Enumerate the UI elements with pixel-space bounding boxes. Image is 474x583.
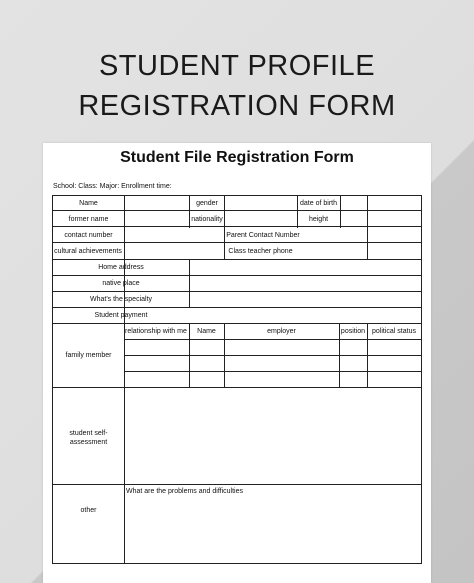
header-employer: employer — [267, 328, 296, 335]
form-title: Student File Registration Form — [120, 149, 354, 166]
label-contact-number: contact number — [64, 232, 113, 239]
grid-line — [52, 195, 421, 196]
label-self-assessment-2: assessment — [69, 439, 108, 446]
header-position: position — [340, 328, 366, 335]
header-name: Name — [197, 328, 216, 335]
grid-line — [124, 339, 421, 340]
label-home-address: Home address — [98, 264, 144, 271]
header-relationship: relationship with me — [125, 328, 187, 335]
grid-line — [52, 259, 421, 260]
grid-line — [52, 563, 421, 564]
grid-line — [421, 195, 422, 564]
label-gender: gender — [196, 200, 218, 207]
label-name: Name — [79, 200, 98, 207]
label-former-name: former name — [68, 216, 109, 223]
grid-line — [367, 195, 368, 260]
label-class-teacher-phone: Class teacher phone — [228, 248, 293, 255]
grid-line — [52, 226, 421, 227]
label-specialty: What's the specialty — [89, 296, 153, 303]
grid-line — [52, 210, 421, 211]
grid-line — [52, 323, 421, 324]
grid-line — [52, 242, 421, 243]
grid-line — [52, 307, 421, 308]
grid-line — [124, 371, 421, 372]
grid-line — [52, 387, 421, 388]
label-date-of-birth: date of birth — [300, 200, 337, 207]
label-problems: What are the problems and difficulties — [126, 488, 243, 495]
label-student-payment: Student payment — [94, 312, 148, 319]
grid-line — [340, 195, 341, 228]
enrollment-meta: School: Class: Major: Enrollment time: — [53, 183, 172, 190]
label-height: height — [308, 216, 329, 223]
grid-line — [52, 275, 421, 276]
label-parent-contact-number: Parent Contact Number — [226, 232, 300, 239]
form-sheet — [43, 143, 431, 583]
grid-line — [124, 355, 421, 356]
grid-line — [52, 291, 421, 292]
grid-line — [189, 259, 190, 308]
page-heading-line-1: STUDENT PROFILE — [98, 50, 376, 82]
grid-line — [124, 195, 125, 564]
label-native-place: native place — [102, 280, 140, 287]
grid-line — [52, 484, 421, 485]
page-heading-line-2: REGISTRATION FORM — [78, 90, 396, 122]
label-cultural-achievements: cultural achievements — [54, 248, 122, 255]
header-political-status: political status — [372, 328, 416, 335]
label-other: other — [80, 507, 97, 514]
label-family-member: family member — [65, 352, 112, 359]
label-nationality: nationality — [191, 216, 223, 223]
label-self-assessment-1: student self- — [69, 430, 108, 437]
